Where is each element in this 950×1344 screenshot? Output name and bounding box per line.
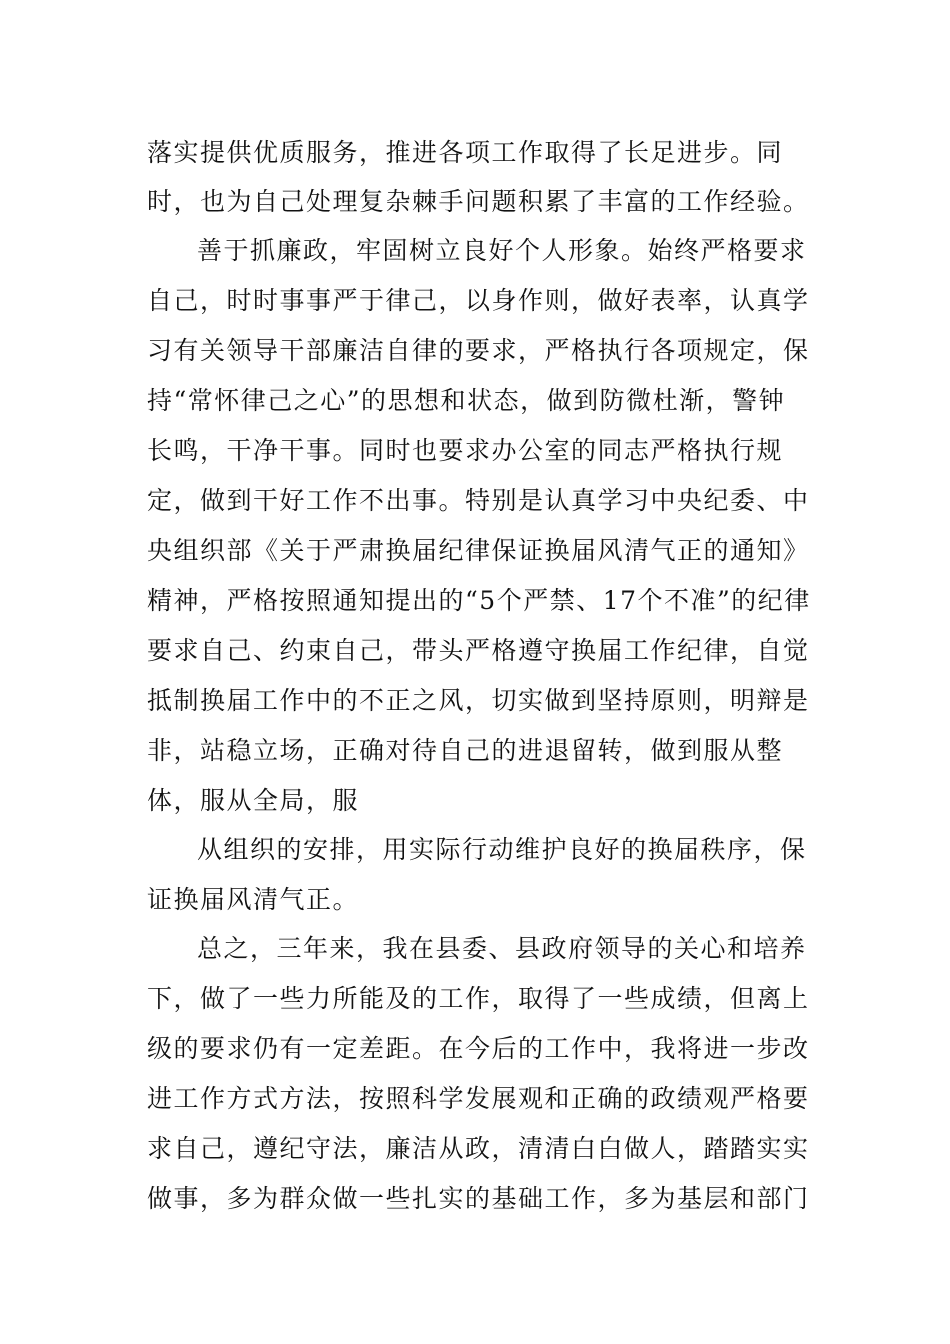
- body-text-line: 做事，多为群众做一些扎实的基础工作，多为基层和部门: [147, 1184, 810, 1213]
- body-text-line: 自己，时时事事严于律己，以身作则，做好表率，认真学: [147, 286, 810, 315]
- body-text-line: 要求自己、约束自己，带头严格遵守换届工作纪律，自觉: [147, 636, 810, 665]
- paragraph-first-line: 从组织的安排，用实际行动维护良好的换届秩序，保: [197, 835, 807, 864]
- paragraph-first-line: 总之，三年来，我在县委、县政府领导的关心和培养: [197, 934, 807, 963]
- body-text-line: 级的要求仍有一定差距。在今后的工作中，我将进一步改: [147, 1034, 810, 1063]
- body-text-line: 落实提供优质服务，推进各项工作取得了长足进步。同: [147, 138, 784, 167]
- body-text-line: 定，做到干好工作不出事。特别是认真学习中央纪委、中: [147, 486, 810, 515]
- paragraph-first-line: 善于抓廉政，牢固树立良好个人形象。始终严格要求: [197, 236, 807, 265]
- body-text-line: 精神，严格按照通知提出的“5个严禁、17个不准”的纪律: [147, 586, 811, 615]
- body-text-line: 时，也为自己处理复杂棘手问题积累了丰富的工作经验。: [147, 187, 810, 216]
- body-text-line: 求自己，遵纪守法，廉洁从政，清清白白做人，踏踏实实: [147, 1134, 810, 1163]
- body-text-line: 进工作方式方法，按照科学发展观和正确的政绩观严格要: [147, 1084, 810, 1113]
- body-text-line: 长鸣，干净干事。同时也要求办公室的同志严格执行规: [147, 436, 784, 465]
- body-text-line: 央组织部《关于严肃换届纪律保证换届风清气正的通知》: [147, 536, 810, 565]
- body-text-line: 体，服从全局，服: [147, 786, 360, 815]
- body-text-line: 习有关领导干部廉洁自律的要求，严格执行各项规定，保: [147, 336, 810, 365]
- body-text-line: 下，做了一些力所能及的工作，取得了一些成绩，但离上: [147, 984, 810, 1013]
- body-text-line: 持“常怀律己之心”的思想和状态，做到防微杜渐，警钟: [147, 386, 786, 415]
- body-text-line: 非，站稳立场，正确对待自己的进退留转，做到服从整: [147, 736, 784, 765]
- body-text-line: 证换届风清气正。: [147, 885, 360, 914]
- body-text-line: 抵制换届工作中的不正之风，切实做到坚持原则，明辩是: [147, 686, 810, 715]
